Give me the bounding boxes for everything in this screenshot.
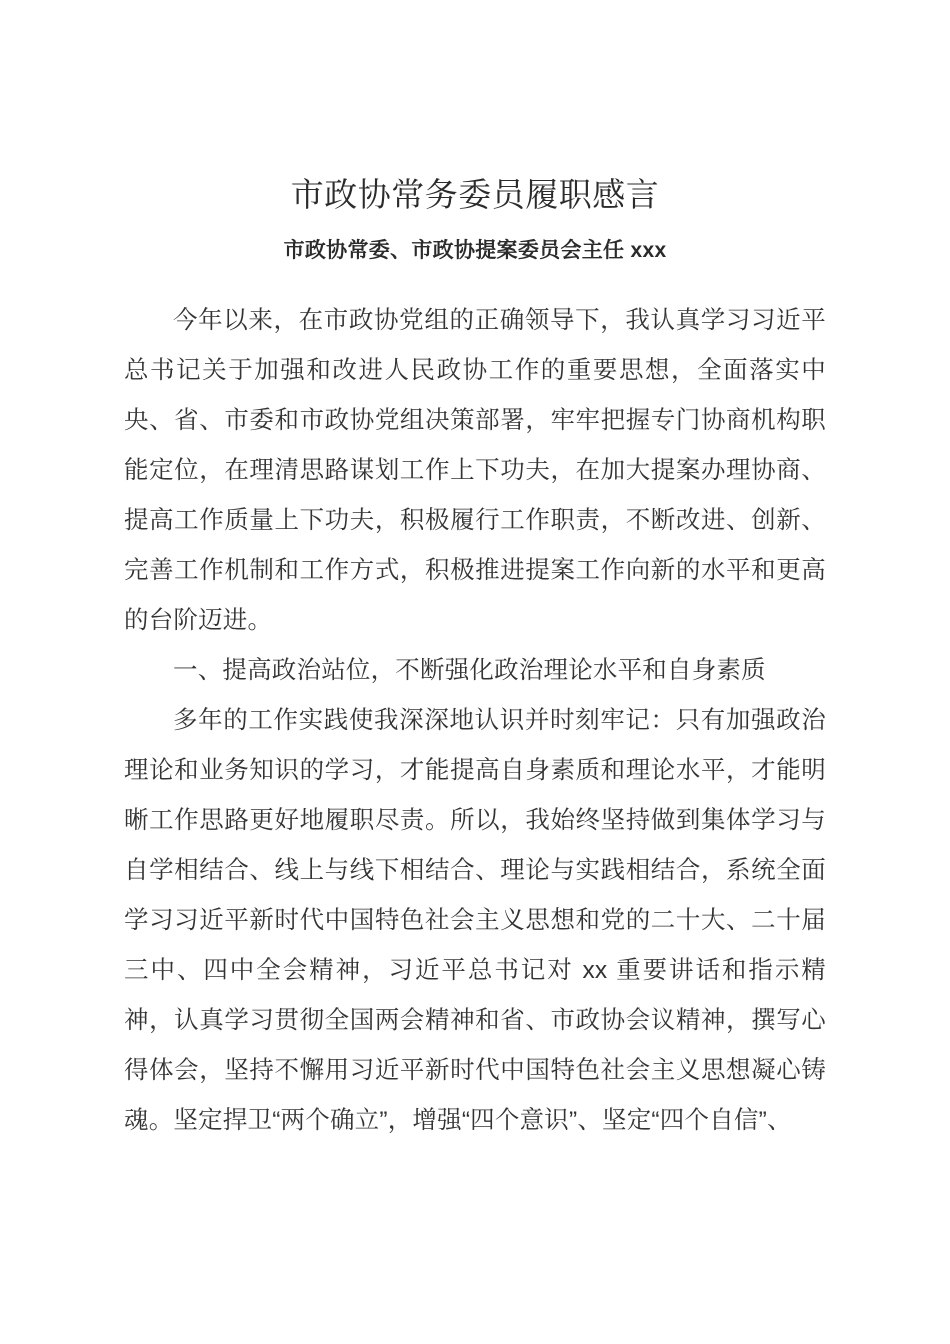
paragraph-opening: 今年以来，在市政协党组的正确领导下，我认真学习习近平总书记关于加强和改进人民政协工作的重要思想，全面落实中央、省、市委和市政协党组决策部署，牢牢把握专门协商机构职能定位，在理清思路谋划工作上下功夫，在加大提案办理协商、提高工作质量上下功夫，积极履行工作职责，不断改进、创新、完善工作机制和工作方式，积极推进提案工作向新的水平和更高的台阶迈进。: [124, 307, 826, 635]
document-content: [124, 0, 826, 1146]
section-heading-one: 一、提高政治站位，不断强化政治理论水平和自身素质: [173, 657, 766, 685]
document-subtitle: 市政协常委、市政协提案委员会主任 xxx: [283, 239, 667, 263]
document-body: [124, 262, 826, 1146]
paragraph-section-one-body: 多年的工作实践使我深深地认识并时刻牢记：只有加强政治理论和业务知识的学习，才能提高自身素质和理论水平，才能明晰工作思路更好地履职尽责。所以，我始终坚持做到集体学习与自学相结合、线上与线下相结合、理论与实践相结合，系统全面学习习近平新时代中国特色社会主义思想和党的二十大、二十届三中、四中全会精神，习近平总书记对 xx 重要讲话和指示精神，认真学习贯彻全国两会精神和省、市政协会议精神，撰写心得体会，坚持不懈用习近平新时代中国特色社会主义思想凝心铸魂。坚定捍卫“两个确立”，增强“四个意识”、坚定“四个自信”、: [124, 707, 826, 1135]
page-title: 市政协常务委员履职感言: [290, 176, 660, 213]
